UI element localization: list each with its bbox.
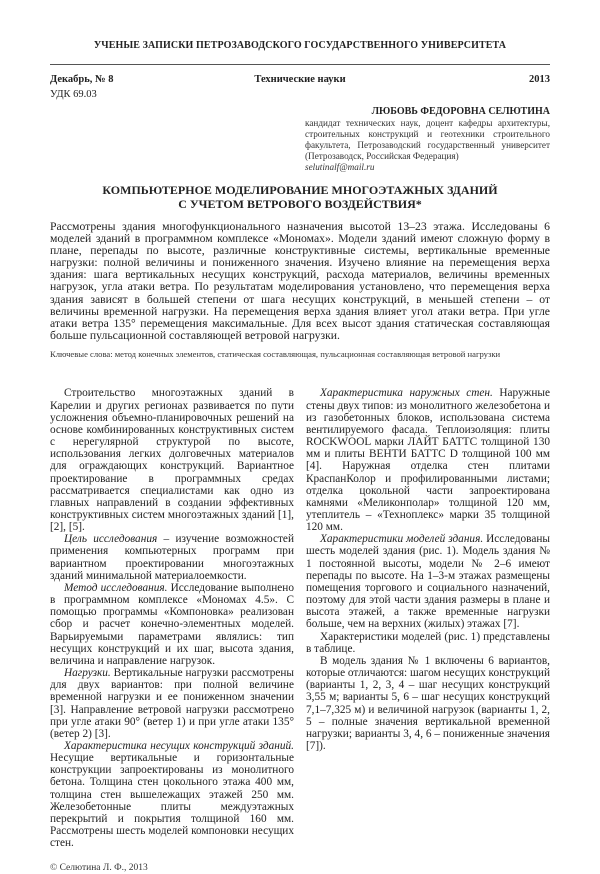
- article-content: [50, 106, 550, 874]
- structures-lead: Характеристика несущих конструкций зданий.: [64, 739, 294, 752]
- affiliation-text: кандидат технических наук, доцент кафедры архитектуры, строительных конструкций и геотехники строительного факультета, Петрозаводский государственный университет (Петрозаводск, Российская Федерация): [305, 118, 550, 161]
- issue-number: Декабрь, № 8: [50, 74, 114, 85]
- goal-lead: Цель исследования: [64, 533, 158, 546]
- udk-code: УДК 69.03: [50, 89, 97, 100]
- body-column-left: [50, 387, 294, 874]
- method-text: Исследование выполнено в программном комплексе «Мономах 4.5». С помощью программы «Компоновка» реализован сбор и расчет конечно-элементных моделей. Варьируемыми параметрами являлись: тип несущих конструкций и их шаг, высота здания, величина и направление нагрузок.: [50, 581, 294, 667]
- paragraph-loads: [50, 667, 294, 740]
- body-columns: [50, 387, 550, 874]
- year: 2013: [529, 74, 550, 85]
- paragraph-structures: [50, 740, 294, 849]
- models-lead: Характеристики моделей здания.: [320, 533, 484, 546]
- models-text: Исследованы шесть моделей здания (рис. 1). Модель здания № 1 постоянной высоты, модели № 2–6 имеют перепады по высоте. На 1–3-м этажах размещены помещения торгового и социального назначений, поэтому для этой части здания размеры в плане и высота этажей, а также временные нагрузки больше, чем на верхних (жилых) этажах [7].: [306, 533, 550, 631]
- structures-text: Несущие вертикальные и горизонтальные конструкции запроектированы из монолитного бетона. Толщина стен цокольного этажа 400 мм, толщина стен вышележащих этажей 250 мм. Железобетонные плиты междуэтажных перекрытий и покрытия толщиной 160 мм. Рассмотрены шесть моделей компоновки несущих стен.: [50, 752, 294, 850]
- author-affiliation: [305, 118, 550, 173]
- loads-text: Вертикальные нагрузки рассмотрены для двух вариантов: при полной величине временной нагрузки и ее пониженном значении [3]. Направление ветровой нагрузки рассмотрено при угле атаки 90° (ветер 1) и при угле атаки 135° (ветер 2) [3].: [50, 667, 294, 740]
- copyright: © Селютина Л. Ф., 2013: [50, 863, 148, 874]
- header-rule: [50, 64, 550, 65]
- paragraph-intro: Строительство многоэтажных зданий в Карелии и других регионах развивается по пути усложнения объемно-планировочных решений на основе комбинированных конструктивных систем с нерегулярной структурой по высоте, использования легких долговечных материалов для ограждающих конструкций. Вариантное проектирование в программных средах рассматривается специалистами как одно из главных направлений в создании эффективных конструктивных систем многоэтажных зданий [1], [2], [5].: [50, 387, 294, 534]
- goal-text: – изучение возможностей применения компьютерных программ при вариантном проектировании многоэтажных зданий минимальной материалоемкости.: [50, 533, 294, 582]
- loads-lead: Нагрузки.: [64, 667, 111, 680]
- paragraph-method: [50, 582, 294, 667]
- journal-title: УЧЕНЫЕ ЗАПИСКИ ПЕТРОЗАВОДСКОГО ГОСУДАРСТВЕННОГО УНИВЕРСИТЕТА: [93, 40, 507, 51]
- article-title: [50, 183, 550, 211]
- paragraph-outer-walls: [306, 387, 550, 533]
- paragraph-goal: [50, 533, 294, 582]
- abstract: Рассмотрены здания многофункционального назначения высотой 13–23 этажа. Исследованы 6 моделей зданий в программном комплексе «Мономах». Модели зданий имеют сложную форму в плане, перепады по высоте, различные конструктивные системы, вертикальные временные нагрузки: полной величины и пониженного значения. Изучено влияние на перемещения верха здания: шага вертикальных несущих конструкций, расхода материалов, величины временных нагрузок, угла атаки ветра. По результатам моделирования установлено, что перемещения верха здания зависят в большей степени от шага несущих конструкций, в меньшей степени – от величины временной нагрузки. На перемещения верха здания влияет угол атаки ветра. При угле атаки ветра 135° перемещения максимальные. Для всех высот здания статическая составляющая больше пульсационной составляющей ветровой нагрузки.: [50, 220, 550, 342]
- title-line-1: КОМПЬЮТЕРНОЕ МОДЕЛИРОВАНИЕ МНОГОЭТАЖНЫХ ЗДАНИЙ: [102, 183, 498, 197]
- outer-walls-lead: Характеристика наружных стен.: [320, 387, 493, 400]
- author-email[interactable]: selutinalf@mail.ru: [305, 162, 375, 172]
- paragraph-models: [306, 533, 550, 630]
- paragraph-model-1: В модель здания № 1 включены 6 вариантов, которые отличаются: шагом несущих конструкций (варианты 1, 2, 3, 4 – шаг несущих конструкций 3,55 м; варианты 5, 6 – шаг несущих конструкций 7,1–7,325 м) и величиной нагрузок (варианты 1, 2, 5 – полные значения вертикальной временной нагрузки; варианты 3, 4, 6 – пониженные значения [7]).: [306, 654, 551, 752]
- paragraph-table-ref: Характеристики моделей (рис. 1) представлены в таблице.: [306, 630, 550, 655]
- keywords: Ключевые слова: метод конечных элементов, статическая составляющая, пульсационная составляющая ветровой нагрузки: [50, 348, 501, 359]
- section-name: Технические науки: [254, 74, 346, 85]
- method-lead: Метод исследования.: [64, 581, 168, 594]
- body-column-right: [306, 387, 550, 752]
- author-name: ЛЮБОВЬ ФЕДОРОВНА СЕЛЮТИНА: [371, 106, 550, 117]
- outer-walls-text: Наружные стены двух типов: из монолитного железобетона и из газобетонных блоков, использована система вентилируемого фасада. Теплоизоляция: плиты ROCKWOOL марки ЛАЙТ БАТТС толщиной 130 мм и плиты ВЕНТИ БАТТС D толщиной 100 мм [4]. Наружная отделка стен плитами КраспанКолор и профилированными листами; отделка цокольной части запроектирована камнями «Меликонполар» толщиной 120 мм, утеплитель – «Техноплекс» марки 35 толщиной 120 мм.: [306, 387, 551, 534]
- title-line-2: С УЧЕТОМ ВЕТРОВОГО ВОЗДЕЙСТВИЯ*: [178, 197, 422, 211]
